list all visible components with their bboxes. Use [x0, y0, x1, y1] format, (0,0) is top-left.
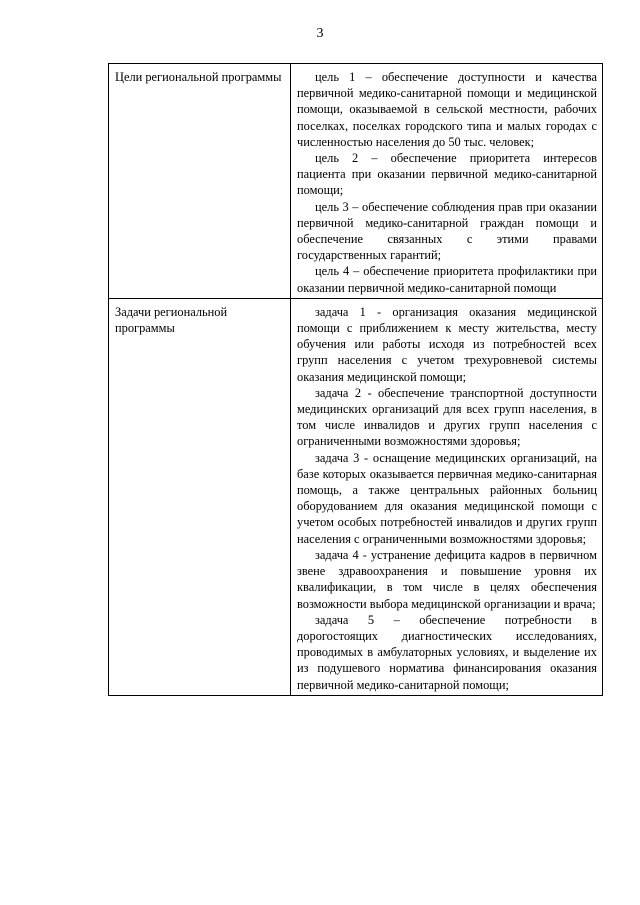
- tasks-list: [297, 304, 597, 693]
- table-row-tasks: [109, 298, 603, 695]
- program-table: [108, 63, 603, 696]
- tasks-label: Задачи региональной программы: [115, 304, 228, 336]
- goals-content-cell: [291, 64, 603, 299]
- goals-list: [297, 69, 597, 296]
- task-item: задача 2 - обеспечение транспортной доступности медицинских организаций для всех групп населения, в том числе инвалидов и других групп населения с ограниченными возможностями здоровья;: [297, 385, 597, 449]
- task-item: задача 3 - оснащение медицинских организаций, на базе которых оказывается первичная медико-санитарная помощь, а также центральных районных больниц оборудованием для оказания медицинской помощи с учетом особых потребностей инвалидов и других групп населения с ограниченными возможностями здоровья;: [297, 450, 597, 546]
- tasks-label-cell: [109, 298, 291, 695]
- task-item: задача 5 – обеспечение потребности в дорогостоящих диагностических исследованиях, проводимых в амбулаторных условиях, и выделение их из подушевого норматива финансирования оказания первичной медико-санитарной помощи;: [297, 612, 597, 692]
- goal-item: цель 1 – обеспечение доступности и качества первичной медико-санитарной помощи и медицинской помощи, оказываемой в сельской местности, рабочих поселках, поселках городского типа и малых городах с численностью населения до 50 тыс. человек;: [297, 70, 597, 149]
- goal-item: цель 4 – обеспечение приоритета профилактики при оказании первичной медико-санитарной помощи: [297, 264, 597, 295]
- task-item: задача 4 - устранение дефицита кадров в первичном звене здравоохранения и повышение уровня их квалификации, в том числе в целях обеспечения возможности выбора медицинской организации и врача;: [297, 547, 597, 611]
- task-item: задача 1 - организация оказания медицинской помощи с приближением к месту жительства, месту обучения или работы исходя из потребностей всех групп населения с учетом трехуровневой системы оказания медицинской помощи;: [297, 304, 597, 384]
- page-number: 3: [316, 26, 324, 41]
- goal-item: цель 3 – обеспечение соблюдения прав при оказании первичной медико-санитарной граждан помощи и обеспечение связанных с этими правами государственных гарантий;: [297, 199, 597, 263]
- goal-item: цель 2 – обеспечение приоритета интересов пациента при оказании первичной медико-санитарной помощи;: [297, 151, 597, 198]
- goals-label-cell: [109, 64, 291, 299]
- table-row-goals: [109, 64, 603, 299]
- tasks-content-cell: [291, 298, 603, 695]
- goals-label: Цели региональной программы: [115, 70, 282, 84]
